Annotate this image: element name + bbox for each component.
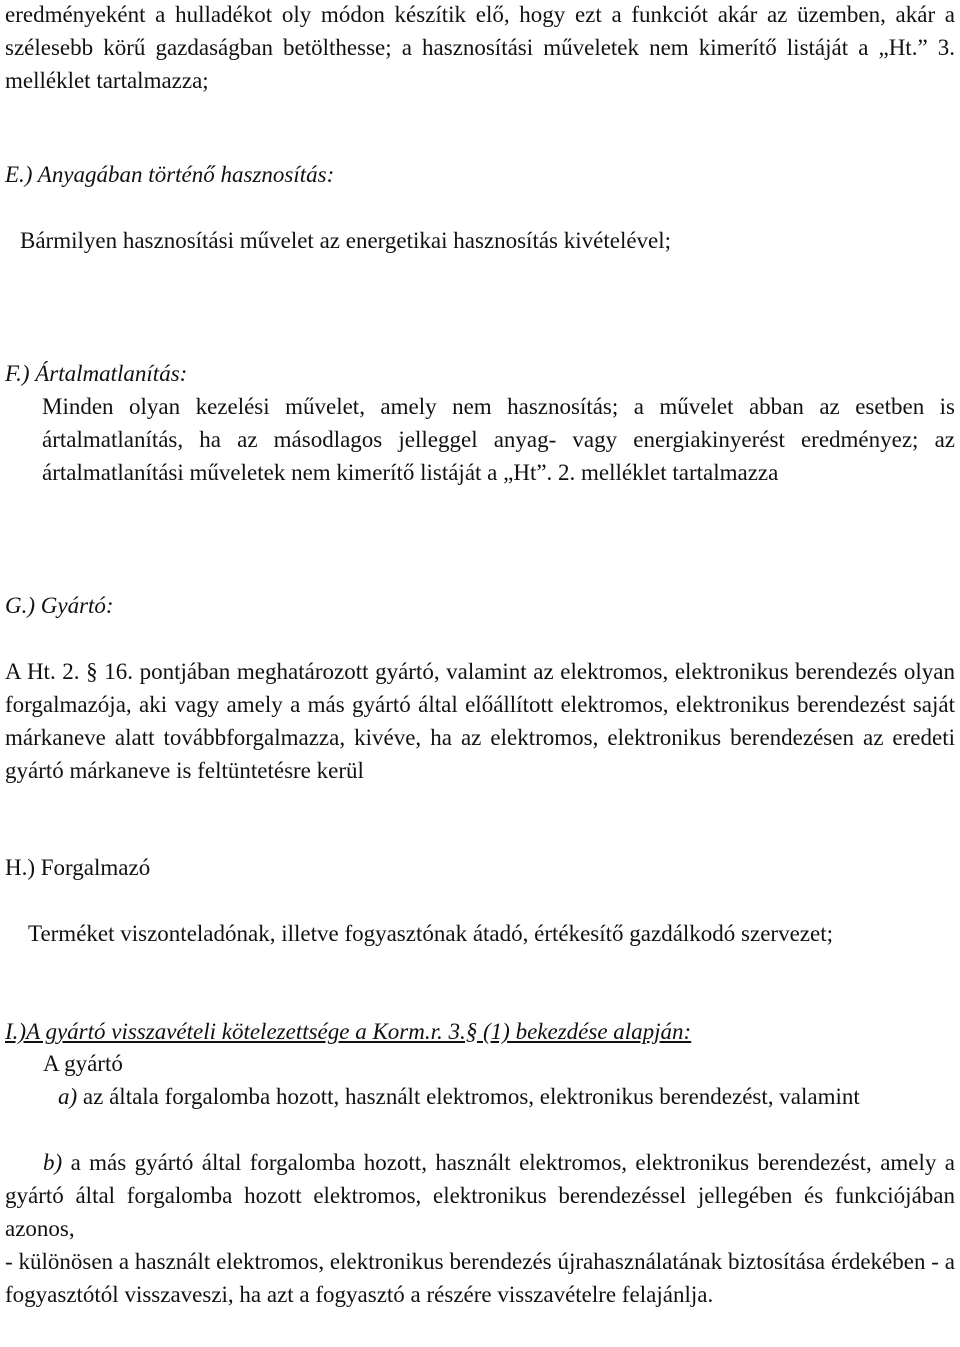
section-f-text: Minden olyan kezelési művelet, amely nem hasznosítás; a művelet abban az esetben is ártalmatlanítás, ha az másodlagos jelleggel anyag- vagy energiakinyerést eredményez; az ártalmatlanítási műveletek nem kimerítő listáját a „Ht”. 2. melléklet tartalmazza bbox=[42, 394, 955, 485]
section-i-subject: A gyártó bbox=[43, 1051, 123, 1076]
section-i-heading: I.)A gyártó visszavételi kötelezettsége a Korm.r. 3.§ (1) bekezdése alapján: bbox=[5, 1019, 692, 1044]
section-i-dash-item: - különösen a használt elektromos, elektronikus berendezés újrahasználatának biztosítása érdekében - a fogyasztótól visszaveszi, ha azt a fogyasztó a részére visszavételre felajánlja. bbox=[5, 1249, 955, 1307]
section-e-text: Bármilyen hasznosítási művelet az energetikai hasznosítás kivételével; bbox=[20, 228, 672, 253]
section-i-item-b bbox=[5, 1146, 955, 1245]
item-b-label: b) bbox=[43, 1150, 63, 1175]
section-e-heading: E.) Anyagában történő hasznosítás: bbox=[5, 162, 335, 187]
section-h-text: Terméket viszonteladónak, illetve fogyasztónak átadó, értékesítő gazdálkodó szervezet; bbox=[28, 921, 833, 946]
item-a-label: a) bbox=[58, 1084, 78, 1109]
item-a-text: az általa forgalomba hozott, használt elektromos, elektronikus berendezést, valamint bbox=[82, 1084, 860, 1109]
section-h-heading: H.) Forgalmazó bbox=[5, 855, 151, 880]
section-i-item-a bbox=[20, 1080, 955, 1113]
section-f-heading: F.) Ártalmatlanítás: bbox=[5, 361, 188, 386]
section-g-heading: G.) Gyártó: bbox=[5, 593, 114, 618]
intro-paragraph: eredményeként a hulladékot oly módon készítik elő, hogy ezt a funkciót akár az üzemben, akár a szélesebb körű gazdaságban betölthesse; a hasznosítási műveletek nem kimerítő listáját a „Ht.” 3. melléklet tartalmazza; bbox=[5, 2, 955, 93]
section-g-text: A Ht. 2. § 16. pontjában meghatározott gyártó, valamint az elektromos, elektronikus berendezés olyan forgalmazója, aki vagy amely a más gyártó által előállított elektromos, elektronikus berendezést saját márkaneve alatt továbbforgalmazza, kivéve, ha az elektromos, elektronikus berendezésen az eredeti gyártó márkaneve is feltüntetésre kerül bbox=[5, 659, 955, 783]
item-b-text: a más gyártó által forgalomba hozott, használt elektromos, elektronikus berendezést, amely a gyártó által forgalomba hozott elektromos, elektronikus berendezéssel jellegében és funkciójában azonos, bbox=[5, 1150, 955, 1241]
